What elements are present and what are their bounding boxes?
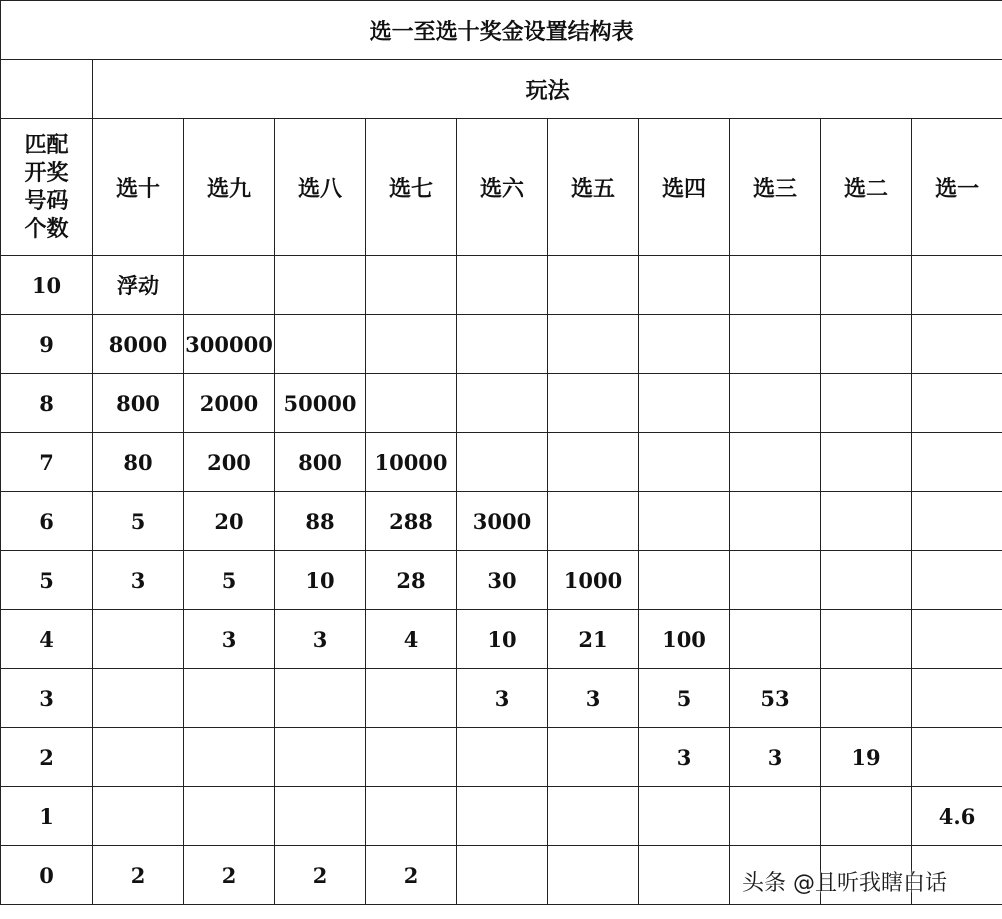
prize-cell [639, 551, 730, 610]
prize-cell [730, 374, 821, 433]
prize-cell: 20 [184, 492, 275, 551]
match-count-cell: 9 [1, 315, 93, 374]
match-count-cell: 2 [1, 728, 93, 787]
prize-cell [275, 728, 366, 787]
column-header-5: 选六 [457, 119, 548, 256]
prize-cell: 5 [93, 492, 184, 551]
match-count-cell: 8 [1, 374, 93, 433]
prize-cell: 80 [93, 433, 184, 492]
prize-cell [730, 433, 821, 492]
prize-cell: 3 [457, 669, 548, 728]
prize-cell [639, 787, 730, 846]
prize-cell: 30 [457, 551, 548, 610]
prize-cell [275, 669, 366, 728]
column-header-8: 选三 [730, 119, 821, 256]
prize-cell [730, 610, 821, 669]
column-header-4: 选七 [366, 119, 457, 256]
prize-cell [821, 374, 912, 433]
prize-cell: 5 [184, 551, 275, 610]
prize-cell [821, 551, 912, 610]
match-count-cell: 7 [1, 433, 93, 492]
table-row [1, 492, 1002, 551]
column-header-1: 选十 [93, 119, 184, 256]
prize-cell: 21 [548, 610, 639, 669]
prize-cell [639, 374, 730, 433]
prize-cell [912, 256, 1002, 315]
prize-cell [548, 256, 639, 315]
prize-cell [457, 374, 548, 433]
prize-cell [912, 728, 1002, 787]
prize-cell [912, 433, 1002, 492]
prize-cell [912, 374, 1002, 433]
prize-cell [639, 846, 730, 905]
prize-cell [639, 433, 730, 492]
prize-cell: 800 [93, 374, 184, 433]
prize-cell: 3000 [457, 492, 548, 551]
prize-cell [821, 256, 912, 315]
prize-cell [821, 787, 912, 846]
prize-cell: 4.6 [912, 787, 1002, 846]
column-header-9: 选二 [821, 119, 912, 256]
prize-cell [366, 374, 457, 433]
watermark: 头条 @且听我瞎白话 [742, 871, 947, 896]
prize-cell [184, 669, 275, 728]
prize-cell: 10000 [366, 433, 457, 492]
table-row [1, 374, 1002, 433]
prize-cell: 2000 [184, 374, 275, 433]
prize-cell [548, 433, 639, 492]
match-count-cell: 1 [1, 787, 93, 846]
prize-cell: 10 [275, 551, 366, 610]
play-header: 玩法 [93, 60, 1002, 119]
prize-cell [184, 787, 275, 846]
prize-cell: 288 [366, 492, 457, 551]
match-count-cell: 6 [1, 492, 93, 551]
prize-cell: 8000 [93, 315, 184, 374]
prize-cell: 3 [93, 551, 184, 610]
prize-cell [730, 787, 821, 846]
prize-cell [821, 610, 912, 669]
prize-cell [457, 787, 548, 846]
prize-cell: 2 [184, 846, 275, 905]
prize-cell [548, 728, 639, 787]
blank-corner-cell [1, 60, 93, 119]
prize-cell [366, 787, 457, 846]
prize-cell: 5 [639, 669, 730, 728]
prize-cell [821, 669, 912, 728]
prize-cell [366, 669, 457, 728]
prize-cell [730, 315, 821, 374]
prize-cell [821, 433, 912, 492]
match-label-line: 开奖 [24, 160, 69, 186]
column-header-6: 选五 [548, 119, 639, 256]
table-row [1, 669, 1002, 728]
prize-cell [639, 256, 730, 315]
prize-cell [639, 492, 730, 551]
match-count-cell: 0 [1, 846, 93, 905]
prize-cell [730, 492, 821, 551]
table-row [1, 551, 1002, 610]
prize-cell: 1000 [548, 551, 639, 610]
prize-cell [457, 315, 548, 374]
prize-cell: 200 [184, 433, 275, 492]
prize-cell: 浮动 [93, 256, 184, 315]
prize-cell: 3 [275, 610, 366, 669]
prize-cell [275, 256, 366, 315]
table-row [1, 728, 1002, 787]
prize-cell [275, 787, 366, 846]
prize-cell: 3 [639, 728, 730, 787]
column-header-2: 选九 [184, 119, 275, 256]
prize-cell [639, 315, 730, 374]
match-count-label [1, 119, 93, 256]
column-header-3: 选八 [275, 119, 366, 256]
prize-cell: 10 [457, 610, 548, 669]
prize-cell [93, 669, 184, 728]
prize-cell [457, 433, 548, 492]
table-title: 选一至选十奖金设置结构表 [1, 1, 1002, 60]
prize-cell [548, 374, 639, 433]
match-label-line: 匹配 [24, 132, 69, 158]
match-count-cell: 10 [1, 256, 93, 315]
match-label-line: 号码 [24, 188, 69, 214]
prize-cell [730, 551, 821, 610]
prize-cell: 2 [275, 846, 366, 905]
prize-cell [457, 728, 548, 787]
prize-cell: 2 [93, 846, 184, 905]
match-label-line: 个数 [24, 216, 69, 242]
prize-cell [457, 846, 548, 905]
prize-cell [457, 256, 548, 315]
prize-cell [275, 315, 366, 374]
match-count-cell: 4 [1, 610, 93, 669]
prize-cell [912, 551, 1002, 610]
prize-cell: 3 [548, 669, 639, 728]
prize-cell: 300000 [184, 315, 275, 374]
prize-cell [912, 492, 1002, 551]
prize-cell [821, 492, 912, 551]
prize-cell [912, 315, 1002, 374]
table-row [1, 610, 1002, 669]
prize-cell [548, 315, 639, 374]
table-row [1, 787, 1002, 846]
prize-cell [93, 610, 184, 669]
prize-cell [366, 315, 457, 374]
prize-cell: 3 [184, 610, 275, 669]
prize-cell: 3 [730, 728, 821, 787]
prize-cell [548, 846, 639, 905]
table-row [1, 433, 1002, 492]
prize-cell [184, 256, 275, 315]
prize-cell [912, 610, 1002, 669]
prize-cell: 28 [366, 551, 457, 610]
match-count-cell: 3 [1, 669, 93, 728]
table-row [1, 315, 1002, 374]
prize-cell [366, 728, 457, 787]
prize-cell: 2 [366, 846, 457, 905]
prize-cell [821, 315, 912, 374]
prize-cell [93, 728, 184, 787]
prize-cell [912, 669, 1002, 728]
prize-cell: 53 [730, 669, 821, 728]
prize-cell: 100 [639, 610, 730, 669]
match-count-cell: 5 [1, 551, 93, 610]
column-header-7: 选四 [639, 119, 730, 256]
prize-cell [548, 787, 639, 846]
prize-cell [366, 256, 457, 315]
prize-cell [730, 256, 821, 315]
prize-cell: 800 [275, 433, 366, 492]
prize-cell [93, 787, 184, 846]
prize-cell: 4 [366, 610, 457, 669]
prize-cell: 50000 [275, 374, 366, 433]
column-header-10: 选一 [912, 119, 1002, 256]
prize-cell: 88 [275, 492, 366, 551]
prize-cell [548, 492, 639, 551]
prize-cell: 19 [821, 728, 912, 787]
table-row [1, 256, 1002, 315]
prize-cell [184, 728, 275, 787]
